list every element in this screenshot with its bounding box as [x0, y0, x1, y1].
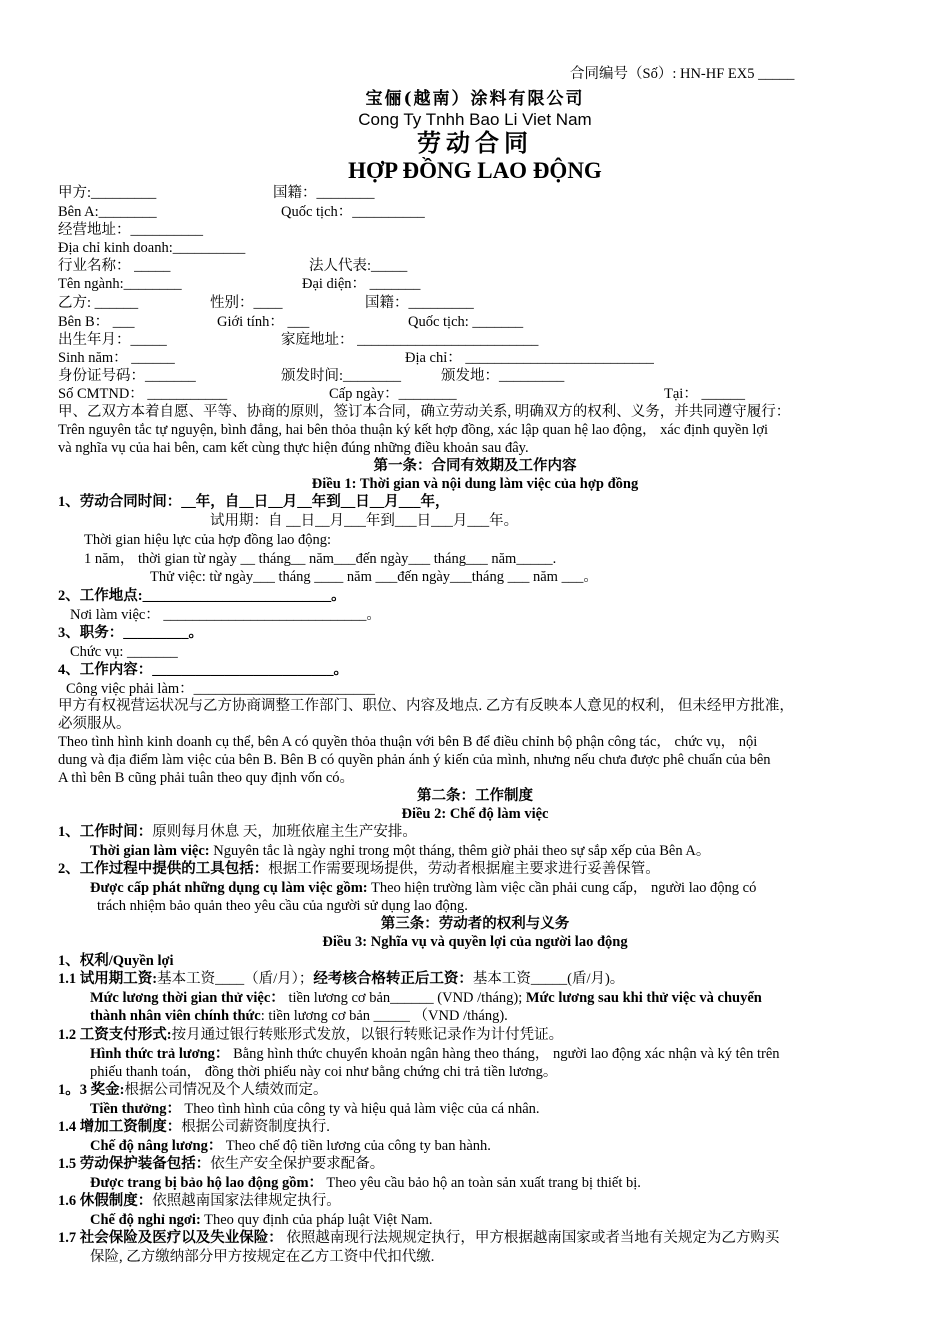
party-b-issue-place-vn: Tại： ______	[664, 386, 745, 402]
article-3-1-7-cn: 1.7 社会保险及医疗以及失业保险： 依照越南现行法规规定执行，甲方根据越南国家或者当地有关规定为乙方购买	[58, 1230, 780, 1246]
article-2-item-2-cn: 2、工作过程中提供的工具包括：根据工作需要现场提供，劳动者根据雇主要求进行妥善保管。	[58, 861, 660, 877]
party-a-rep-vn: Đại diện： _______	[302, 276, 421, 292]
article-1-position-vn: Chức vụ: _______	[70, 644, 178, 660]
article-1-position-cn: 3、职务：_________。	[58, 625, 203, 641]
article-3-1-3-cn: 1。3 奖金:根据公司情况及个人绩效而定。	[58, 1082, 328, 1098]
article-3-title-vn: Điều 3: Nghĩa vụ và quyền lợi của người lao động	[322, 934, 628, 950]
article-2-item-2-vn: Được cấp phát những dụng cụ làm việc gồm: Theo hiện trường làm việc cần phải cung cấp， người lao động có	[90, 880, 757, 896]
party-a-address-vn: Địa chỉ kinh doanh:__________	[58, 240, 246, 256]
article-1-para-vn-2: dung và địa điểm làm việc của bên B. Bên B có quyền phản ánh ý kiến của mình, nhưng nếu chưa được phê chuẩn của bên	[58, 752, 771, 768]
party-a-industry-cn: 行业名称： _____	[58, 258, 171, 274]
party-b-gender-cn: 性别：____	[210, 295, 283, 311]
article-3-1-3-vn: Tiền thưởng： Theo tình hình của công ty và hiệu quả làm việc của cá nhân.	[90, 1101, 540, 1117]
article-1-title-cn: 第一条：合同有效期及工作内容	[373, 458, 577, 474]
article-1-workplace-cn: 2、工作地点:__________________________。	[58, 588, 346, 604]
article-3-1-1-cn: 1.1 试用期工资:基本工资____（盾/月）；经考核合格转正后工资：基本工资_____(盾/月)。	[58, 971, 625, 987]
article-3-title-cn: 第三条：劳动者的权利与义务	[380, 916, 570, 932]
article-3-1-2-vn-2: phiếu thanh toán， đồng thời phiếu này coi như bằng chứng chi trả tiền lương。	[90, 1064, 558, 1080]
article-3-1-5-vn: Được trang bị bảo hộ lao động gồm： Theo yêu cầu bảo hộ an toàn sản xuất trang bị thiết bị.	[90, 1175, 641, 1191]
article-3-1-1-vn: Mức lương thời gian thử việc： tiền lương cơ bản______ (VND /tháng); Mức lương sau khi thử việc và chuyển	[90, 990, 762, 1006]
company-name-vn: Cong Ty Tnhh Bao Li Viet Nam	[358, 110, 592, 129]
title-vn: HỢP ĐỒNG LAO ĐỘNG	[348, 158, 602, 183]
party-a-nationality-cn: 国籍：________	[273, 185, 375, 201]
party-a-name-cn: 甲方:_________	[58, 185, 157, 201]
article-2-item-2-vn-2: trách nhiệm bảo quản theo yêu cầu của người sử dụng lao động.	[97, 898, 468, 914]
article-1-para-cn-2: 必须服从。	[58, 716, 131, 732]
article-3-1-6-vn: Chế độ nghỉ ngơi: Theo quy định của pháp luật Việt Nam.	[90, 1212, 433, 1228]
party-a-nationality-vn: Quốc tịch：__________	[281, 204, 425, 220]
article-1-content-cn: 4、工作内容：_________________________。	[58, 662, 348, 678]
article-1-para-vn-1: Theo tình hình kinh doanh cụ thể, bên A có quyền thỏa thuận với bên B để điều chỉnh bộ phận công tác， chức vụ， nội	[58, 734, 758, 750]
party-b-id-vn: Số CMTND： ___________	[58, 386, 228, 402]
article-3-1-2-cn: 1.2 工资支付形式:按月通过银行转账形式发放，以银行转账记录作为计付凭证。	[58, 1027, 564, 1043]
article-3-1-4-vn: Chế độ nâng lương： Theo chế độ tiền lương của công ty ban hành.	[90, 1138, 491, 1154]
article-1-para-vn-3: A thì bên B cũng phải tuân theo quy định vốn có。	[58, 770, 355, 786]
article-3-1-1-vn-2: thành nhân viên chính thức: tiền lương cơ bản _____ （VND /tháng).	[90, 1008, 508, 1024]
party-a-name-vn: Bên A:________	[58, 204, 157, 220]
party-b-id-cn: 身份证号码：_______	[58, 368, 196, 384]
article-3-1-7-cn-2: 保险, 乙方缴纳部分甲方按规定在乙方工资中代扣代缴.	[90, 1249, 435, 1265]
article-1-period-vn: 1 năm， thời gian từ ngày __ tháng__ năm___đến ngày___ tháng___ năm_____.	[84, 551, 557, 567]
party-b-issue-place-cn: 颁发地：_________	[441, 368, 565, 384]
party-b-issue-date-cn: 颁发时间:________	[281, 368, 402, 384]
party-b-birth-vn: Sinh năm： ______	[58, 350, 175, 366]
article-1-item-1: 1、劳动合同时间：__年，自__日__月__年到__日__月___年，	[58, 494, 450, 510]
article-3-1-2-vn: Hình thức trả lương： Bằng hình thức chuyển khoản ngân hàng theo tháng， người lao động xác nhận và ký tên trên	[90, 1046, 780, 1062]
party-b-home-cn: 家庭地址： _________________________	[281, 332, 539, 348]
party-b-nationality-cn: 国籍：_________	[365, 295, 474, 311]
article-1-probation-cn: 试用期：自 __日__月___年到___日___月___年。	[210, 513, 519, 529]
party-b-issue-date-vn: Cấp ngày：________	[329, 386, 457, 402]
article-2-item-1-cn: 1、工作时间：原则每月休息 天，加班依雇主生产安排。	[58, 824, 417, 840]
party-b-home-vn: Địa chỉ： __________________________	[405, 350, 654, 366]
party-a-industry-vn: Tên ngành:________	[58, 276, 182, 292]
party-a-address-cn: 经营地址：__________	[58, 222, 203, 238]
article-1-workplace-vn: Nơi làm việc： ____________________________。	[70, 607, 381, 623]
intro-vn-2: và nghĩa vụ của hai bên, cam kết cùng thực hiện đúng những điều khoản sau đây.	[58, 440, 529, 456]
article-2-title-cn: 第二条：工作制度	[417, 788, 533, 804]
party-b-name-vn: Bên B： ___	[58, 314, 135, 330]
article-3-1-4-cn: 1.4 增加工资制度：根据公司薪资制度执行.	[58, 1119, 330, 1135]
article-1-title-vn: Điều 1: Thời gian và nội dung làm việc của hợp đồng	[311, 476, 639, 492]
article-2-item-1-vn: Thời gian làm việc: Nguyên tắc là ngày nghỉ trong một tháng, thêm giờ phải theo sự sắp xếp của Bên A。	[90, 843, 711, 859]
article-3-rights-heading: 1、权利/Quyền lợi	[58, 953, 174, 969]
intro-vn-1: Trên nguyên tắc tự nguyện, bình đẳng, hai bên thỏa thuận ký kết hợp đồng, xác lập quan hệ lao động， xác định quyền lợi	[58, 422, 769, 438]
party-a-rep-cn: 法人代表:_____	[309, 258, 408, 274]
article-3-1-6-cn: 1.6 休假制度：依照越南国家法律规定执行。	[58, 1193, 341, 1209]
intro-cn: 甲、乙双方本着自愿、平等、协商的原则，签订本合同，确立劳动关系, 明确双方的权利、义务，并共同遵守履行：	[58, 404, 791, 420]
contract-number: 合同编号（Số）: HN-HF EX5 _____	[570, 66, 795, 82]
party-b-name-cn: 乙方: ______	[58, 295, 139, 311]
party-b-nationality-vn: Quốc tịch: _______	[408, 314, 524, 330]
article-3-1-5-cn: 1.5 劳动保护装备包括：依生产安全保护要求配备。	[58, 1156, 385, 1172]
party-b-birth-cn: 出生年月：_____	[58, 332, 167, 348]
title-cn: 劳动合同	[417, 131, 533, 157]
article-1-content-vn: Công việc phải làm：_________________________	[66, 681, 375, 697]
company-name-cn: 宝俪(越南）涂料有限公司	[365, 89, 585, 109]
article-1-validity-vn: Thời gian hiệu lực của hợp đồng lao động:	[84, 532, 332, 548]
article-1-para-cn-1: 甲方有权视营运状况与乙方协商调整工作部门、职位、内容及地点. 乙方有反映本人意见的权利， 但未经甲方批准，	[58, 698, 794, 714]
party-b-gender-vn: Giới tính： ___	[217, 314, 310, 330]
article-1-probation-vn: Thử việc: từ ngày___ tháng ____ năm ___đến ngày___tháng ___ năm ___。	[150, 569, 598, 585]
article-2-title-vn: Điều 2: Chế độ làm việc	[401, 806, 549, 822]
